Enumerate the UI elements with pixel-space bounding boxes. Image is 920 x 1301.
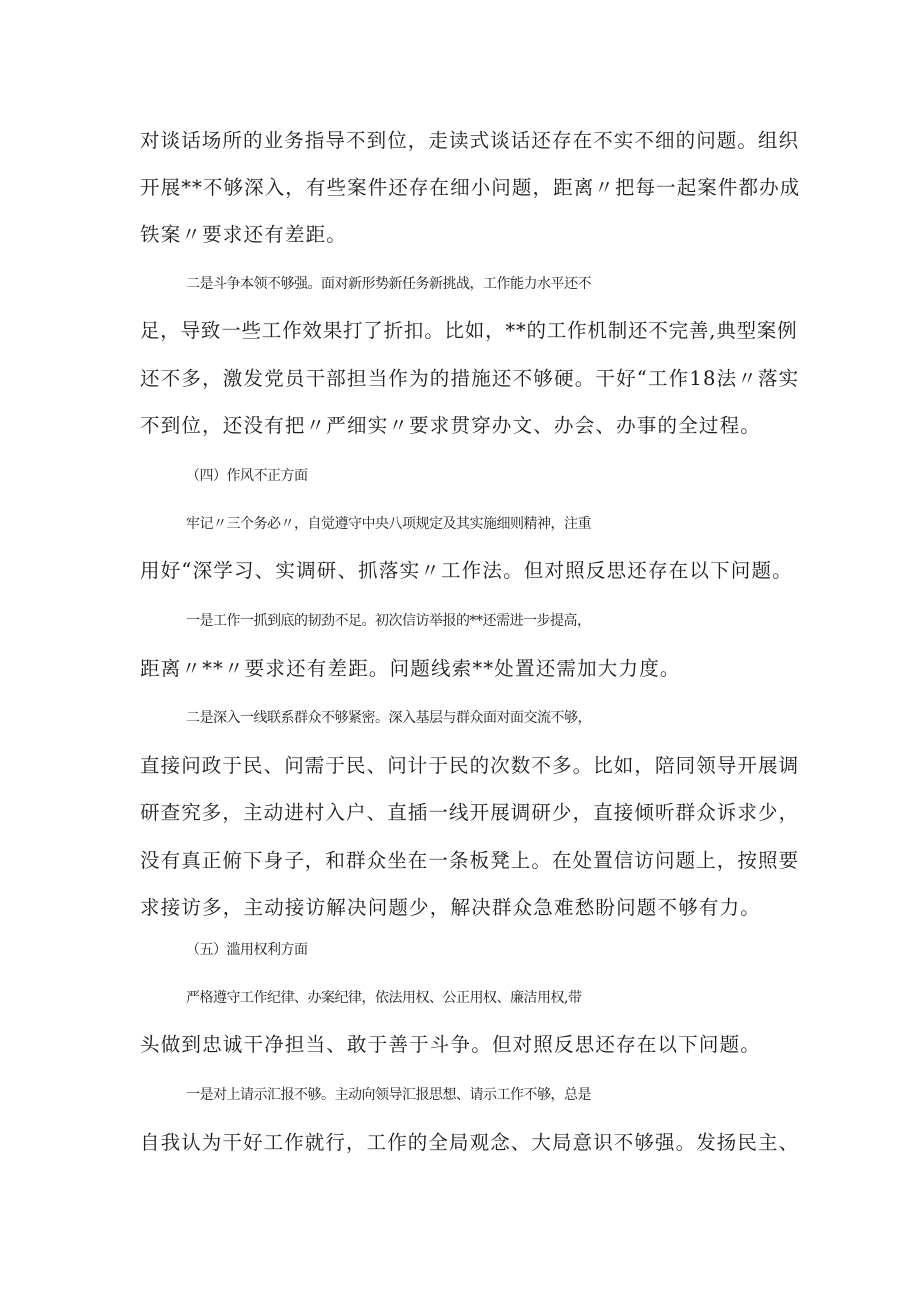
text-line: 自我认为干好工作就行，工作的全局观念、大局意识不够强。发扬民主、 <box>140 1131 800 1154</box>
paragraph-start-line: 严格遵守工作纪律、办案纪律，依法用权、公正用权、廉洁用权,带 <box>186 990 582 1006</box>
text-line: 对谈话场所的业务指导不到位，走读式谈话还存在不实不细的问题。组织 <box>140 129 800 152</box>
section-heading: （四）作风不正方面 <box>186 468 308 484</box>
text-line: 足，导致一些工作效果打了折扣。比如，**的工作机制还不完善,典型案例 <box>140 319 798 342</box>
paragraph-start-line: 一是对上请示汇报不够。主动向领导汇报思想、请示工作不够，总是 <box>186 1087 591 1103</box>
text-line: 直接问政于民、问需于民、问计于民的次数不多。比如，陪同领导开展调 <box>140 754 800 777</box>
text-line: 头做到忠诚干净担当、敢于善于斗争。但对照反思还存在以下问题。 <box>140 1033 762 1056</box>
paragraph-start-line: 二是斗争本领不够强。面对新形势新任务新挑战，工作能力水平还不 <box>186 276 591 292</box>
text-line: 铁案〃要求还有差距。 <box>140 223 348 246</box>
text-line: 研查究多，主动进村入户、直插一线开展调研少，直接倾听群众诉求少， <box>140 801 800 824</box>
paragraph-start-line: 二是深入一线联系群众不够紧密。深入基层与群众面对面交流不够， <box>186 710 591 726</box>
paragraph-start-line: 牢记〃三个务必〃，自觉遵守中央八项规定及其实施细则精神，注重 <box>186 516 591 532</box>
paragraph-start-line: 一是工作一抓到底的韧劲不足。初次信访举报的**还需进一步提高， <box>186 613 591 629</box>
text-line: 距离〃**〃要求还有差距。问题线索**处置还需加大力度。 <box>140 657 681 680</box>
text-line: 不到位，还没有把〃严细实〃要求贯穿办文、办会、办事的全过程。 <box>140 414 762 437</box>
text-line: 开展**不够深入，有些案件还存在细小问题，距离〃把每一起案件都办成 <box>140 176 801 199</box>
text-line: 没有真正俯下身子，和群众坐在一条板凳上。在处置信访问题上，按照要 <box>140 849 800 872</box>
section-heading: （五）滥用权利方面 <box>186 942 308 958</box>
text-line: 求接访多，主动接访解决问题少，解决群众急难愁盼问题不够有力。 <box>140 896 762 919</box>
text-line: 用好“深学习、实调研、抓落实〃工作法。但对照反思还存在以下问题。 <box>140 559 793 582</box>
text-line: 还不多，激发党员干部担当作为的措施还不够硬。干好“工作18法〃落实 <box>140 367 800 390</box>
